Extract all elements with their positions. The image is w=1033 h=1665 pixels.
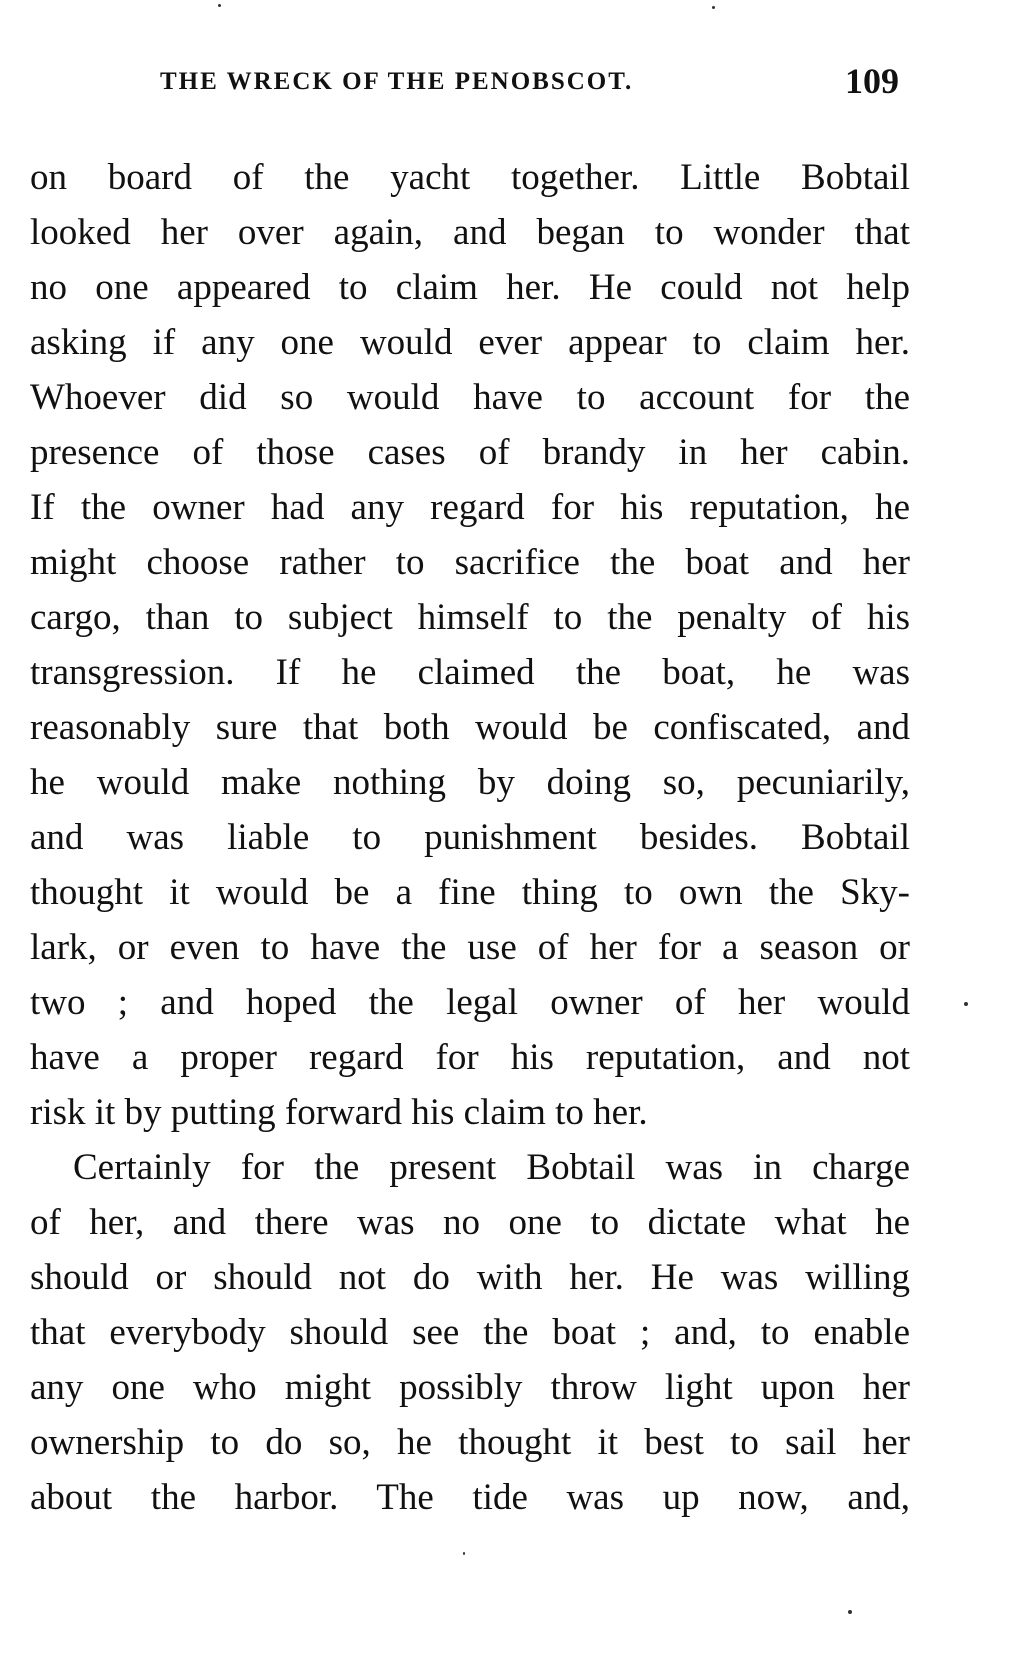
text-line: looked her over again, and began to wonder that <box>30 212 910 253</box>
text-line: thought it would be a fine thing to own the Sky- <box>30 872 910 913</box>
running-title: THE WRECK OF THE PENOBSCOT. <box>160 68 634 95</box>
paragraph-1 <box>30 150 910 1140</box>
text-line: about the harbor. The tide was up now, and, <box>30 1477 910 1518</box>
paragraph-2 <box>30 1140 910 1525</box>
print-speck <box>712 6 715 9</box>
text-line: on board of the yacht together. Little Bobtail <box>30 157 910 198</box>
text-line: ownership to do so, he thought it best to sail her <box>30 1422 910 1463</box>
text-line: should or should not do with her. He was willing <box>30 1257 910 1298</box>
text-line: of her, and there was no one to dictate what he <box>30 1202 910 1243</box>
text-line: any one who might possibly throw light upon her <box>30 1367 910 1408</box>
text-line: lark, or even to have the use of her for a season or <box>30 927 910 968</box>
print-speck <box>463 1552 465 1555</box>
text-line: If the owner had any regard for his reputation, he <box>30 487 910 528</box>
text-line: Whoever did so would have to account for the <box>30 377 910 418</box>
print-speck <box>964 1002 968 1006</box>
print-speck <box>218 4 221 7</box>
text-line: reasonably sure that both would be confiscated, and <box>30 707 910 748</box>
text-line: transgression. If he claimed the boat, he was <box>30 652 910 693</box>
page-number: 109 <box>845 61 899 101</box>
text-line: risk it by putting forward his claim to her. <box>30 1092 648 1133</box>
text-line: no one appeared to claim her. He could not help <box>30 267 910 308</box>
text-line: cargo, than to subject himself to the penalty of his <box>30 597 910 638</box>
text-line: have a proper regard for his reputation, and not <box>30 1037 910 1078</box>
text-line: two ; and hoped the legal owner of her would <box>30 982 910 1023</box>
text-line: that everybody should see the boat ; and, to enable <box>30 1312 910 1353</box>
text-line: presence of those cases of brandy in her cabin. <box>30 432 910 473</box>
text-line: might choose rather to sacrifice the boat and her <box>30 542 910 583</box>
text-line: asking if any one would ever appear to claim her. <box>30 322 910 363</box>
text-line: Certainly for the present Bobtail was in charge <box>73 1147 910 1188</box>
print-speck <box>848 1610 852 1614</box>
text-line: he would make nothing by doing so, pecuniarily, <box>30 762 910 803</box>
body-text <box>30 150 910 1525</box>
text-line: and was liable to punishment besides. Bobtail <box>30 817 910 858</box>
